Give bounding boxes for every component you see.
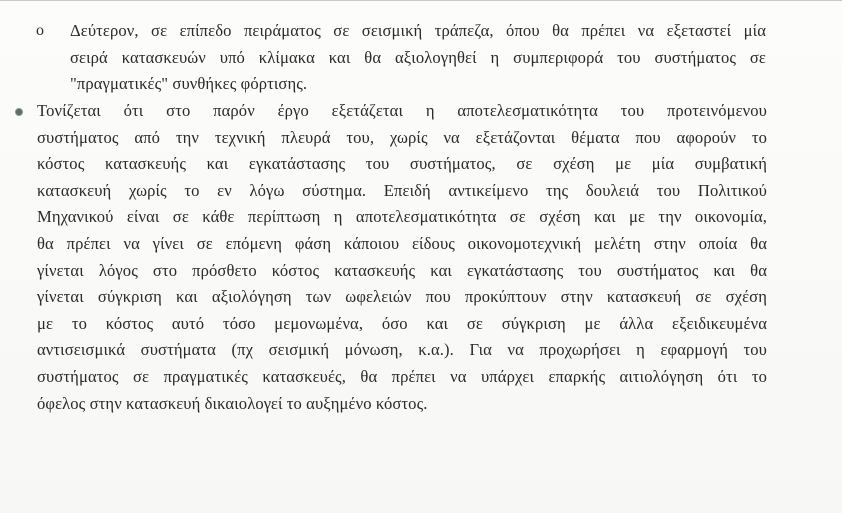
sub-line-2: σειρά κατασκευών υπό κλίμακα και θα αξιολογηθεί η συμπεριφορά του συστήματος σε bbox=[70, 47, 766, 67]
main-line-12: όφελος στην κατασκευή δικαιολογεί το αυξημένο κόστος. bbox=[37, 393, 428, 413]
main-line-6: θα πρέπει να γίνει σε επόμενη φάση κάποιου είδους οικονομοτεχνική μελέτη στην οποία θα bbox=[37, 233, 767, 253]
main-line-9: με το κόστος αυτό τόσο μεμονωμένα, όσο και σε σύγκριση με άλλα εξειδικευμένα bbox=[37, 313, 767, 333]
main-line-10: αντισεισμικά συστήματα (πχ σεισμική μόνωση, κ.α.). Για να προχωρήσει η εφαρμογή του bbox=[37, 340, 767, 360]
sub-bullet-marker: o bbox=[36, 22, 44, 39]
sub-line-3: "πραγματικές" συνθήκες φόρτισης. bbox=[70, 74, 308, 94]
main-line-2: συστήματος από την τεχνική πλευρά του, χωρίς να εξετάζονται θέματα που αφορούν το bbox=[37, 127, 767, 147]
main-line-8: γίνεται σύγκριση και αξιολόγηση των ωφελειών που προκύπτουν στην κατασκευή σε σχέση bbox=[37, 287, 767, 307]
main-line-1: Τονίζεται ότι στο παρόν έργο εξετάζεται η αποτελεσματικότητα του προτεινόμενου bbox=[37, 101, 767, 120]
sub-bullet-paragraph bbox=[70, 18, 766, 98]
main-line-3: κόστος κατασκευής και εγκατάστασης του συστήματος, σε σχέση με μία συμβατική bbox=[37, 154, 767, 174]
top-page-edge bbox=[0, 0, 842, 1]
main-line-11: συστήματος σε πραγματικές κατασκευές, θα πρέπει να υπάρχει επαρκής αιτιολόγηση ότι το bbox=[37, 366, 767, 386]
main-line-4: κατασκευή χωρίς το εν λόγω σύστημα. Επειδή αντικείμενο της δουλειά του Πολιτικού bbox=[37, 180, 767, 200]
main-bullet-paragraph bbox=[37, 98, 767, 417]
main-line-7: γίνεται λόγος στο πρόσθετο κόστος κατασκευής και εγκατάστασης του συστήματος και θα bbox=[37, 260, 767, 280]
sub-line-1: Δεύτερον, σε επίπεδο πειράματος σε σεισμική τράπεζα, όπου θα πρέπει να εξεταστεί μία bbox=[70, 21, 766, 40]
bullet-dot-icon bbox=[15, 108, 23, 116]
main-line-5: Μηχανικού είναι σε κάθε περίπτωση η αποτελεσματικότητα σε σχέση και με την οικονομία, bbox=[37, 207, 767, 227]
